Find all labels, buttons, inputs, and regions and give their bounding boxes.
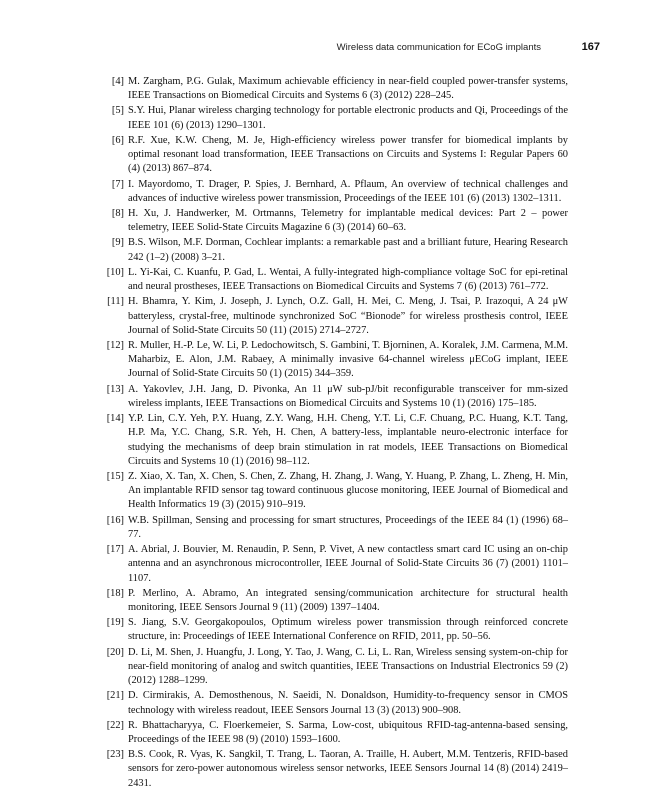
reference-item	[103, 178, 568, 206]
reference-number: [14]	[106, 413, 124, 425]
reference-item	[103, 412, 568, 469]
reference-number: [15]	[106, 471, 124, 482]
reference-number: [10]	[106, 266, 124, 278]
reference-number: [20]	[106, 646, 124, 658]
page-number: 167	[581, 41, 600, 53]
reference-text: B.S. Cook, R. Vyas, K. Sangkil, T. Trang, L. Taoran, A. Traille, H. Aubert, M.M. Tentzeris, RFID-based sensors for zero-power autonomous wireless sensor networks, IEEE Sensors Journal 14 (8) (2014) 2419–2431.	[128, 749, 568, 789]
reference-text: R.F. Xue, K.W. Cheng, M. Je, High-efficiency wireless power transfer for biomedical implants by optimal resonant load transformation, IEEE Transactions on Circuits and Systems I: Regular Papers 60 (4) (2013) 867–874.	[128, 134, 568, 175]
reference-item	[103, 207, 568, 235]
reference-number: [4]	[111, 76, 124, 87]
reference-item	[103, 543, 568, 586]
reference-text: D. Cirmirakis, A. Demosthenous, N. Saeidi, N. Donaldson, Humidity-to-frequency sensor in CMOS technology with wireless readout, IEEE Sensors Journal 13 (3) (2013) 900–908.	[128, 690, 568, 716]
reference-text: S. Jiang, S.V. Georgakopoulos, Optimum wireless power transmission through reinforced concrete structure, in: Proceedings of IEEE International Conference on RFID, 2011, pp. 50–56.	[128, 617, 568, 643]
reference-text: M. Zargham, P.G. Gulak, Maximum achievable efficiency in near-field coupled power-transfer systems, IEEE Transactions on Biomedical Circuits and Systems 6 (3) (2012) 228–245.	[128, 76, 568, 102]
reference-item	[103, 134, 568, 177]
reference-item	[103, 587, 568, 615]
reference-number: [22]	[106, 719, 124, 731]
running-header	[0, 40, 600, 54]
reference-text: R. Muller, H.-P. Le, W. Li, P. Ledochowitsch, S. Gambini, T. Bjorninen, A. Koralek, J.M. Carmena, M.M. Maharbiz, E. Alon, J.M. Rabaey, A minimally invasive 64-channel wireless μECoG implant, IEEE Journal of Solid-State Circuits 50 (1) (2015) 344–359.	[128, 340, 568, 380]
running-title: Wireless data communication for ECoG implants	[336, 42, 541, 53]
reference-item	[103, 75, 568, 103]
reference-item	[103, 719, 568, 747]
reference-item	[103, 383, 568, 411]
reference-number: [11]	[107, 296, 124, 308]
reference-text: H. Bhamra, Y. Kim, J. Joseph, J. Lynch, O.Z. Gall, H. Mei, C. Meng, J. Tsai, P. Irazoqui, A 24 μW batteryless, crystal-free, multinode synchronized SoC “Bionode” for wireless prosthesis control, IEEE Journal of Solid-State Circuits 50 (11) (2015) 2714–2727.	[128, 296, 568, 336]
reference-number: [6]	[111, 134, 124, 146]
reference-text: R. Bhattacharyya, C. Floerkemeier, S. Sarma, Low-cost, ubiquitous RFID-tag-antenna-based sensing, Proceedings of the IEEE 98 (9) (2010) 1593–1600.	[128, 719, 568, 745]
reference-text: Z. Xiao, X. Tan, X. Chen, S. Chen, Z. Zhang, H. Zhang, J. Wang, Y. Huang, P. Zhang, L. Zheng, H. Min, An implantable RFID sensor tag toward continuous glucose monitoring, IEEE Journal of Biomedical and Health Informatics 19 (3) (2015) 910–919.	[128, 471, 568, 511]
reference-text: I. Mayordomo, T. Drager, P. Spies, J. Bernhard, A. Pflaum, An overview of technical challenges and advances of inductive wireless power transmission, Proceedings of the IEEE 101 (6) (2013) 1302–1311.	[128, 178, 568, 204]
reference-number: [12]	[106, 340, 124, 352]
reference-item	[103, 104, 568, 132]
reference-item	[103, 689, 568, 717]
reference-item	[103, 646, 568, 689]
reference-number: [21]	[106, 690, 124, 702]
reference-number: [23]	[106, 749, 124, 761]
reference-text: Y.P. Lin, C.Y. Yeh, P.Y. Huang, Z.Y. Wang, H.H. Cheng, Y.T. Li, C.F. Chuang, P.C. Huang, K.T. Tang, H.P. Ma, Y.C. Chang, S.R. Yeh, H. Chen, A battery-less, implantable neuro-electronic interface for studying the mechanisms of deep brain stimulation in rat models, IEEE Transactions on Biomedical Circuits and Systems 10 (1) (2016) 98–112.	[128, 413, 568, 467]
reference-number: [19]	[106, 617, 124, 629]
reference-item	[103, 339, 568, 382]
reference-text: L. Yi-Kai, C. Kuanfu, P. Gad, L. Wentai, A fully-integrated high-compliance voltage SoC for epi-retinal and neural prostheses, IEEE Transactions on Biomedical Circuits and Systems 7 (6) (2013) 761–772.	[128, 266, 568, 293]
reference-item	[103, 295, 568, 338]
reference-text: S.Y. Hui, Planar wireless charging technology for portable electronic products and Qi, Proceedings of the IEEE 101 (6) (2013) 1290–1301.	[128, 105, 568, 131]
reference-number: [9]	[111, 237, 124, 249]
reference-number: [5]	[111, 105, 124, 117]
reference-item	[103, 236, 568, 264]
reference-number: [16]	[106, 514, 124, 526]
reference-item	[103, 266, 568, 294]
reference-text: D. Li, M. Shen, J. Huangfu, J. Long, Y. Tao, J. Wang, C. Li, L. Ran, Wireless sensing system-on-chip for near-field monitoring of analog and switch quantities, IEEE Transactions on Industrial Electronics 59 (2) (2012) 1288–1299.	[128, 646, 568, 687]
reference-number: [8]	[111, 208, 124, 220]
reference-number: [17]	[106, 544, 124, 556]
reference-number: [18]	[106, 587, 124, 599]
reference-number: [13]	[106, 383, 124, 395]
reference-text: A. Yakovlev, J.H. Jang, D. Pivonka, An 11 μW sub-pJ/bit reconfigurable transceiver for mm-sized wireless implants, IEEE Transactions on Biomedical Circuits and Systems 10 (1) (2016) 175–185.	[128, 383, 568, 409]
reference-list	[103, 75, 568, 792]
reference-text: H. Xu, J. Handwerker, M. Ortmanns, Telemetry for implantable medical devices: Part 2 – power telemetry, IEEE Solid-State Circuits Magazine 6 (3) (2014) 60–63.	[128, 208, 568, 234]
reference-text: B.S. Wilson, M.F. Dorman, Cochlear implants: a remarkable past and a brilliant future, Hearing Research 242 (1–2) (2008) 3–21.	[128, 237, 568, 263]
reference-text: P. Merlino, A. Abramo, An integrated sensing/communication architecture for structural health monitoring, IEEE Sensors Journal 9 (11) (2009) 1397–1404.	[128, 587, 568, 613]
reference-item	[103, 748, 568, 791]
reference-item	[103, 470, 568, 513]
reference-text: W.B. Spillman, Sensing and processing for smart structures, Proceedings of the IEEE 84 (1) (1996) 68–77.	[128, 514, 568, 540]
reference-number: [7]	[111, 178, 124, 190]
reference-item	[103, 616, 568, 644]
reference-text: A. Abrial, J. Bouvier, M. Renaudin, P. Senn, P. Vivet, A new contactless smart card IC using an on-chip antenna and an asynchronous microcontroller, IEEE Journal of Solid-State Circuits 36 (7) (2001) 1101–1107.	[128, 544, 568, 584]
reference-item	[103, 514, 568, 542]
